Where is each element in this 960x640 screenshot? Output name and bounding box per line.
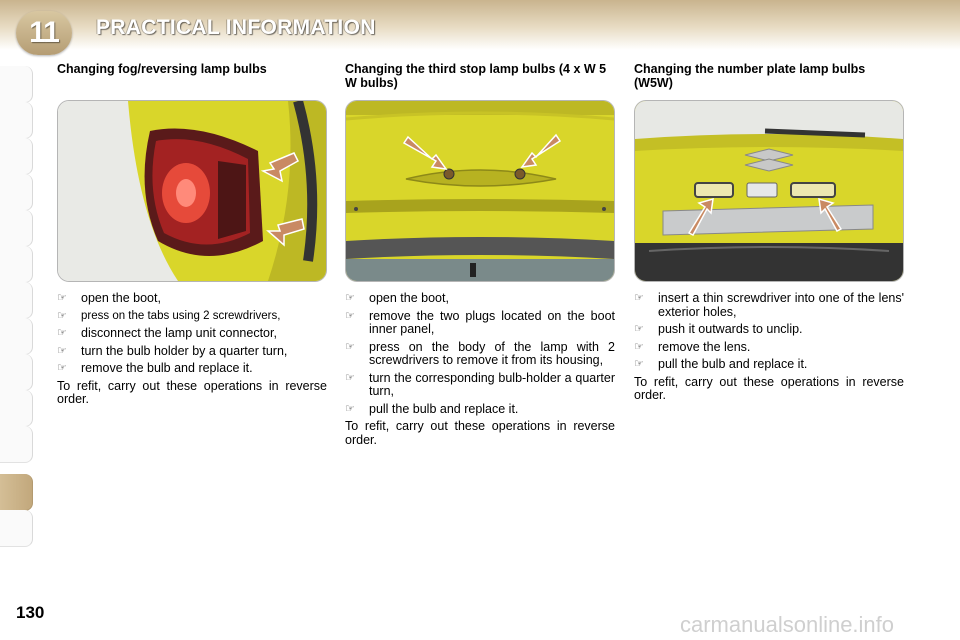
step-item: ☞ open the boot, [345, 291, 449, 305]
step-item: ☞ insert a thin screwdriver into one of the lens' exterior holes, [634, 291, 904, 319]
section-fog-reversing [57, 62, 327, 407]
step-item: ☞ push it outwards to unclip. [634, 322, 803, 336]
step-item: ☞ remove the bulb and replace it. [57, 361, 253, 375]
chapter-tab[interactable] [0, 102, 33, 139]
chapter-tab[interactable] [0, 174, 33, 211]
pointer-icon: ☞ [57, 344, 67, 357]
pointer-icon: ☞ [345, 402, 355, 415]
chapter-tabs [0, 66, 32, 576]
chapter-tab[interactable] [0, 390, 33, 427]
pointer-icon: ☞ [345, 292, 355, 304]
pointer-icon: ☞ [345, 309, 355, 322]
chapter-tab[interactable] [0, 354, 33, 391]
number-plate-lamp-photo [634, 100, 904, 282]
chapter-tab[interactable] [0, 66, 33, 103]
step-item: ☞ turn the corresponding bulb-holder a quarter turn, [345, 370, 615, 398]
step-item: ☞ remove the two plugs located on the boot inner panel, [345, 308, 615, 336]
chapter-tab[interactable] [0, 426, 33, 463]
chapter-tab[interactable] [0, 138, 33, 175]
refit-note: To refit, carry out these operations in reverse order. [345, 419, 615, 447]
chapter-tab[interactable] [0, 246, 33, 283]
section-title: Changing the third stop lamp bulbs (4 x W 5 W bulbs) [345, 62, 607, 90]
pointer-icon: ☞ [57, 362, 67, 374]
chapter-badge [16, 11, 72, 55]
chapter-tab-active[interactable] [0, 474, 33, 511]
refit-note: To refit, carry out these operations in reverse order. [634, 374, 904, 402]
pointer-icon: ☞ [634, 340, 644, 353]
step-item: ☞ press on the tabs using 2 screwdrivers, [57, 309, 281, 322]
pointer-icon: ☞ [345, 371, 355, 384]
pointer-icon: ☞ [634, 292, 644, 304]
step-item: ☞ open the boot, [57, 291, 161, 305]
third-stop-lamp-photo [345, 100, 615, 282]
page-number: 130 [16, 603, 45, 622]
step-item: ☞ pull the bulb and replace it. [634, 357, 808, 371]
step-item: ☞ pull the bulb and replace it. [345, 401, 519, 416]
section-number-plate-lamp [634, 62, 904, 403]
rear-lamp-photo [57, 100, 327, 282]
page-title: PRACTICAL INFORMATION [96, 16, 376, 39]
section-title: Changing fog/reversing lamp bulbs [57, 62, 267, 76]
chapter-tab[interactable] [0, 510, 33, 547]
chapter-tab[interactable] [0, 210, 33, 247]
watermark: carmanualsonline.info [680, 612, 895, 637]
steps-list [634, 292, 904, 372]
chapter-number: 11 [29, 16, 59, 49]
pointer-icon: ☞ [345, 340, 355, 353]
steps-list [57, 292, 327, 376]
step-item: ☞ disconnect the lamp unit connector, [57, 326, 277, 340]
section-title: Changing the number plate lamp bulbs (W5W) [634, 62, 866, 90]
pointer-icon: ☞ [57, 292, 67, 304]
pointer-icon: ☞ [634, 323, 644, 335]
chapter-tab[interactable] [0, 282, 33, 319]
pointer-icon: ☞ [57, 309, 67, 322]
steps-list [345, 292, 615, 416]
step-item: ☞ remove the lens. [634, 339, 751, 354]
step-item: ☞ press on the body of the lamp with 2 screwdrivers to remove it from its housing, [345, 339, 615, 367]
refit-note: To refit, carry out these operations in reverse order. [57, 378, 327, 406]
pointer-icon: ☞ [634, 358, 644, 370]
chapter-tab[interactable] [0, 318, 33, 355]
section-third-stop-lamp [345, 62, 615, 447]
step-item: ☞ turn the bulb holder by a quarter turn, [57, 343, 288, 358]
pointer-icon: ☞ [57, 327, 67, 339]
